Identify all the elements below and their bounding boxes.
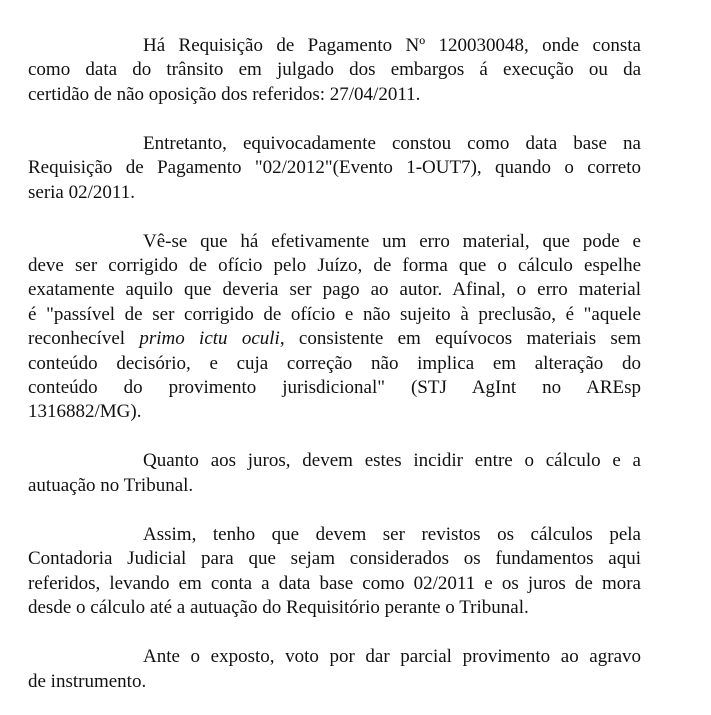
text-line: referidos, levando em conta a data base como 02/2011 e os juros de mora — [28, 572, 641, 594]
text-line: Entretanto, equivocadamente constou como data base na — [143, 132, 641, 154]
paragraph-dispositivo — [28, 645, 641, 694]
text-line: desde o cálculo até a autuação do Requisitório perante o Tribunal. — [28, 597, 529, 619]
text-line: Vê-se que há efetivamente um erro material, que pode e — [143, 230, 641, 252]
document-body — [28, 34, 641, 694]
paragraph-requisicao — [28, 34, 641, 107]
paragraph-erro-material — [28, 230, 641, 425]
paragraph-data-base — [28, 132, 641, 205]
text-line: conteúdo decisório, e cuja correção não implica em alteração do — [28, 352, 641, 374]
text-line: Ante o exposto, voto por dar parcial provimento ao agravo — [143, 646, 641, 668]
text-fragment: reconhecível — [28, 328, 140, 350]
text-line: exatamente aquilo que deveria ser pago ao autor. Afinal, o erro material — [28, 279, 641, 301]
italic-latin-phrase: primo ictu oculi — [139, 328, 280, 350]
text-line: seria 02/2011. — [28, 181, 135, 203]
paragraph-juros — [28, 449, 641, 498]
paragraph-contadoria — [28, 523, 641, 621]
text-fragment: , consistente em equívocos materiais sem — [279, 328, 641, 350]
text-line: Quanto aos juros, devem estes incidir entre o cálculo e a — [143, 450, 641, 472]
text-line: Assim, tenho que devem ser revistos os cálculos pela — [143, 523, 641, 545]
text-line: autuação no Tribunal. — [28, 474, 194, 496]
text-line: é "passível de ser corrigido de ofício e não sujeito à preclusão, é "aquele — [28, 303, 641, 325]
text-line: conteúdo do provimento jurisdicional" (STJ AgInt no AREsp — [28, 377, 641, 399]
text-line: 1316882/MG). — [28, 401, 142, 423]
text-line-with-italic — [28, 327, 641, 351]
text-line: deve ser corrigido de ofício pelo Juízo, de forma que o cálculo espelhe — [28, 255, 641, 277]
text-line: de instrumento. — [28, 670, 147, 692]
text-line: Requisição de Pagamento "02/2012"(Evento 1-OUT7), quando o correto — [28, 157, 641, 179]
text-line: certidão de não oposição dos referidos: 27/04/2011. — [28, 83, 421, 105]
text-line: Contadoria Judicial para que sejam considerados os fundamentos aqui — [28, 548, 641, 570]
text-line: Há Requisição de Pagamento Nº 120030048, onde consta — [143, 35, 641, 56]
text-line: como data do trânsito em julgado dos embargos á execução ou da — [28, 59, 641, 81]
